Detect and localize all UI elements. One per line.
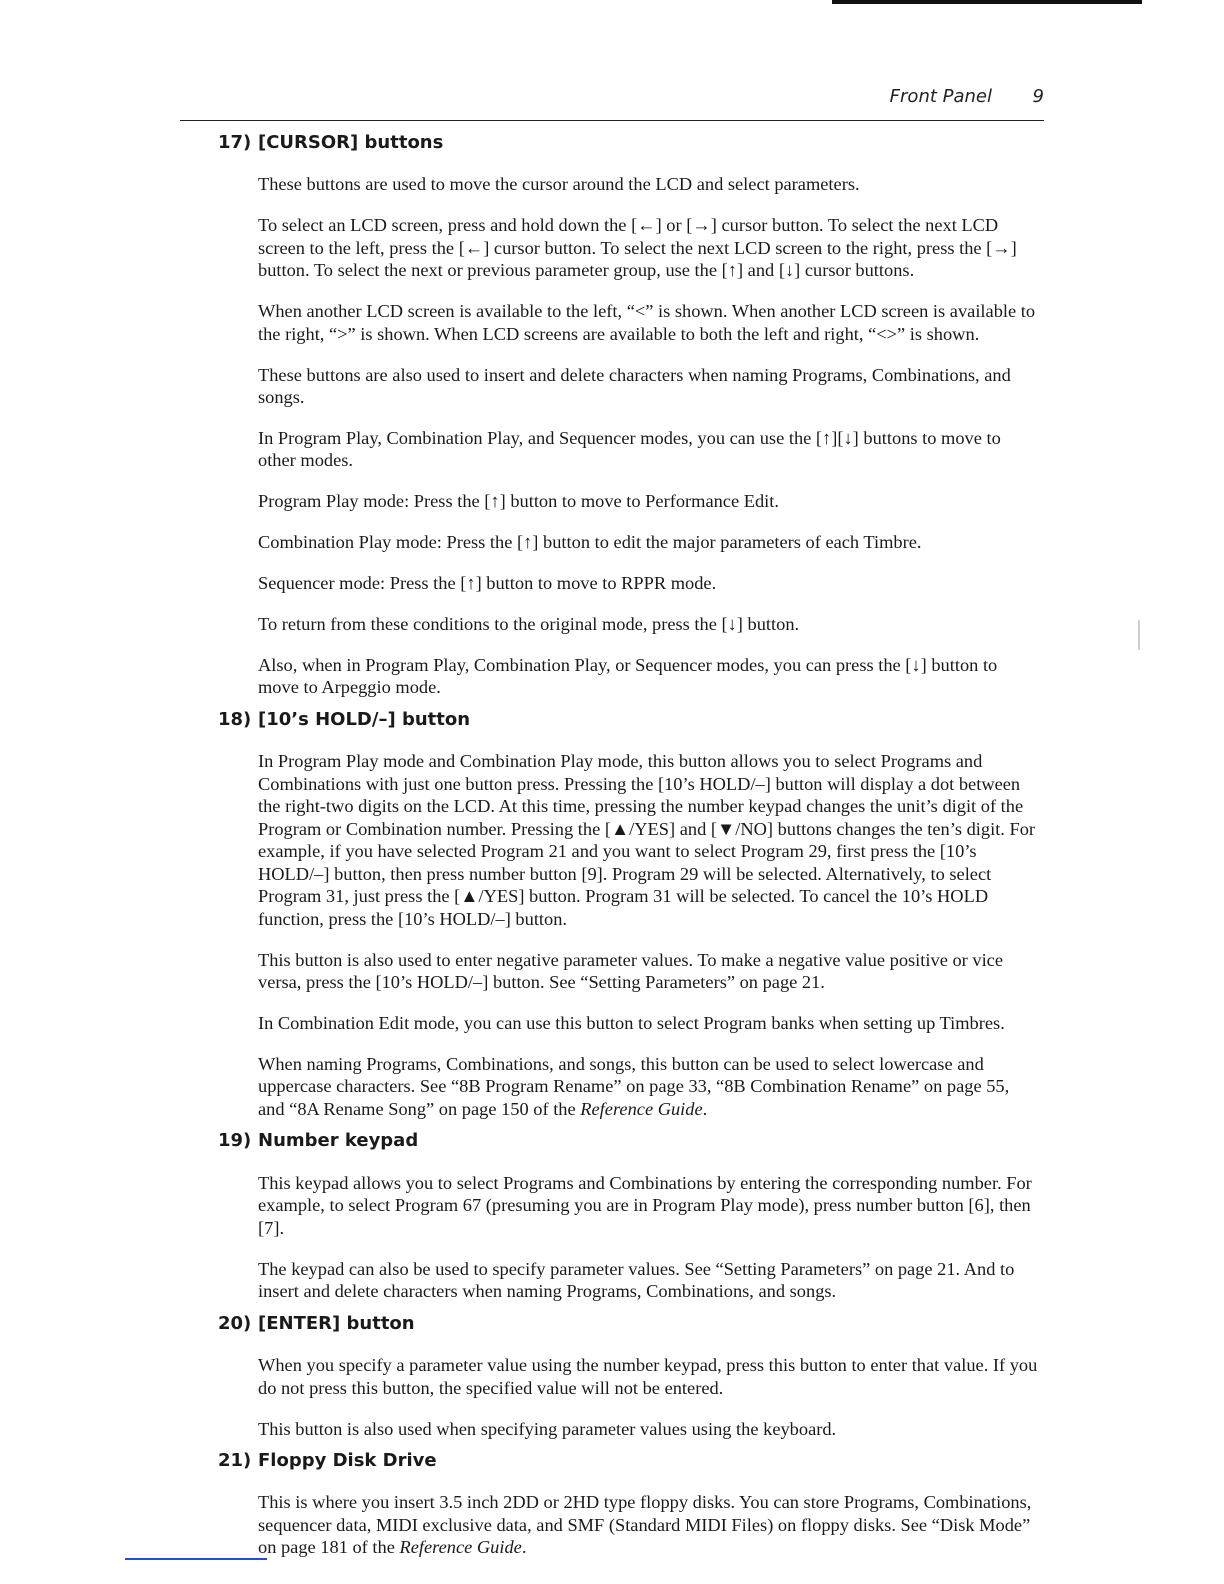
paragraph: These buttons are also used to insert and delete characters when naming Programs, Combinations, and songs. xyxy=(258,364,1011,408)
paragraph: This keypad allows you to select Programs and Combinations by entering the corresponding number. For example, to select Program 67 (presuming you are in Program Play mode), press number button [6], then [7]. xyxy=(258,1172,1032,1238)
section-number: 21) xyxy=(218,1450,252,1472)
section-heading xyxy=(218,1129,1038,1153)
section-title: Number keypad xyxy=(258,1130,419,1152)
page-number: 9 xyxy=(1032,86,1044,107)
page-content xyxy=(218,131,1038,1568)
paragraph-text: When naming Programs, Combinations, and songs, this button can be used to select lowercase and uppercase characters. See “8B Program Rename” on page 33, “8B Combination Rename” on page 55, and “8A Rename Song” on page 150 of the xyxy=(258,1053,1010,1119)
paragraph: These buttons are used to move the cursor around the LCD and select parameters. xyxy=(258,174,860,195)
paragraph-text: . xyxy=(521,1537,527,1558)
section-floppy-disk-drive xyxy=(218,1449,1038,1559)
section-title: Floppy Disk Drive xyxy=(258,1450,437,1472)
section-10s-hold-button xyxy=(218,708,1038,1121)
paragraph: This button is also used when specifying parameter values using the keyboard. xyxy=(258,1418,837,1439)
section-heading xyxy=(218,708,1038,732)
section-number: 19) xyxy=(218,1130,252,1152)
paragraph: Also, when in Program Play, Combination Play, or Sequencer modes, you can press the [↓] button to move to Arpeggio mode. xyxy=(258,654,998,698)
section-heading xyxy=(218,1449,1038,1473)
paragraph: Program Play mode: Press the [↑] button to move to Performance Edit. xyxy=(258,491,779,512)
header-title: Front Panel xyxy=(889,86,992,107)
reference-guide-title: Reference Guide xyxy=(580,1098,703,1119)
paragraph: When you specify a parameter value using the number keypad, press this button to enter that value. If you do not press this button, the specified value will not be entered. xyxy=(258,1355,1038,1398)
section-number-keypad xyxy=(218,1129,1038,1302)
section-number: 18) xyxy=(218,708,252,730)
paragraph: The keypad can also be used to specify parameter values. See “Setting Parameters” on page 21. And to insert and delete characters when naming Programs, Combinations, and songs. xyxy=(258,1258,1015,1302)
reference-guide-title: Reference Guide xyxy=(399,1537,522,1558)
paragraph: When another LCD screen is available to the left, “<” is shown. When another LCD screen is available to the right, “>” is shown. When LCD screens are available to both the left and right, “<>” is shown. xyxy=(258,301,1036,344)
paragraph-text: . xyxy=(702,1098,708,1119)
paragraph: Combination Play mode: Press the [↑] button to edit the major parameters of each Timbre. xyxy=(258,532,922,553)
section-title: [ENTER] button xyxy=(258,1312,415,1334)
paragraph: This button is also used to enter negative parameter values. To make a negative value positive or vice versa, press the [10’s HOLD/–] button. See “Setting Parameters” on page 21. xyxy=(258,949,1003,993)
section-number: 17) xyxy=(218,132,252,153)
top-edge-rule xyxy=(832,0,1142,4)
scan-edge-mark xyxy=(1138,620,1140,650)
paragraph xyxy=(258,1053,1038,1121)
section-heading xyxy=(218,1312,1038,1336)
bottom-rule xyxy=(125,1558,267,1560)
running-header xyxy=(180,84,1044,121)
paragraph-text: This is where you insert 3.5 inch 2DD or 2HD type floppy disks. You can store Programs, Combinations, sequencer data, MIDI exclusive data, and SMF (Standard MIDI Files) on floppy disks. See “Disk Mode” on page 181 of the xyxy=(258,1492,1032,1558)
section-title: [10’s HOLD/–] button xyxy=(258,708,471,730)
section-number: 20) xyxy=(218,1312,252,1334)
section-enter-button xyxy=(218,1312,1038,1440)
section-cursor-buttons xyxy=(218,131,1038,699)
paragraph: In Combination Edit mode, you can use this button to select Program banks when setting up Timbres. xyxy=(258,1013,1005,1034)
paragraph: In Program Play mode and Combination Play mode, this button allows you to select Programs and Combinations with just one button press. Pressing the [10’s HOLD/–] button will display a dot between the right-two digits on the LCD. At this time, pressing the number keypad changes the unit’s digit of the Program or Combination number. Pressing the [▲/YES] and [▼/NO] buttons changes the ten’s digit. For example, if you have selected Program 21 and you want to select Program 29, first press the [10’s HOLD/–] button, then press number button [9]. Program 29 will be selected. Alternatively, to select Program 31, just press the [▲/YES] button. Program 31 will be selected. To cancel the 10’s HOLD function, press the [10’s HOLD/–] button. xyxy=(258,751,1036,929)
paragraph xyxy=(258,1491,1038,1559)
paragraph: Sequencer mode: Press the [↑] button to move to RPPR mode. xyxy=(258,573,717,594)
paragraph: To select an LCD screen, press and hold down the [←] or [→] cursor button. To select the next LCD screen to the left, press the [←] cursor button. To select the next LCD screen to the right, press the [→] button. To select the next or previous parameter group, use the [↑] and [↓] cursor buttons. xyxy=(258,215,1017,281)
paragraph: In Program Play, Combination Play, and Sequencer modes, you can use the [↑][↓] buttons to move to other modes. xyxy=(258,427,1001,471)
section-title: [CURSOR] buttons xyxy=(258,132,444,153)
section-heading xyxy=(218,131,1038,155)
paragraph: To return from these conditions to the original mode, press the [↓] button. xyxy=(258,614,800,635)
